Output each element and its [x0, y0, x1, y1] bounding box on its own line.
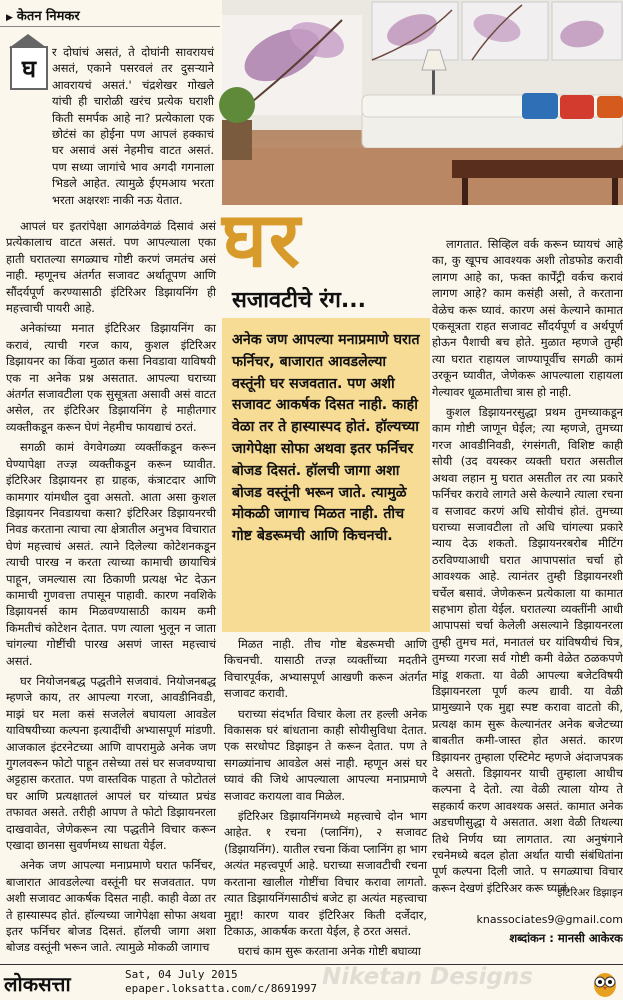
subheadline: सजावटीचे रंग... — [232, 288, 366, 313]
watermark: Niketan Designs — [322, 964, 533, 990]
paragraph: मिळत नाही. तीच गोष्ट बेडरूमची आणि किचनची. यासाठी तज्ज्ञ व्यक्तींच्या मदतीने विचारपूर्वक, अभ्यासपूर्ण आखणी करून अंतर्गत सजावट करावी. — [224, 637, 427, 701]
owl-icon — [590, 968, 620, 998]
paragraph: सगळी कामं वेगवेगळ्या व्यक्तींकडून करून घेण्यापेक्षा तज्ज्ञ व्यक्तीकडून करून घ्यावीत. इंटिरिअर डिझायनर हा ग्राहक, कंत्राटदार आणि कामगार यांमधील दुवा असतो. आता असा कुशल डिझायनर निवडायचा कसा? इंटिरिअर डिझायनरची निवड करताना त्याचा त्या क्षेत्रातील अनुभव विचारात घेणं महत्त्वाचं असतं. त्याने दिलेल्या कोटेशनकडून त्याची पारख न करता त्याच्या कामाची छायाचित्रं पाहून, जमल्यास त्या ठिकाणी प्रत्यक्ष भेट देऊन कामाची गुणवत्ता तपासून पाहावी. कारण नवशिके डिझायनर्स काम मिळवण्यासाठी कायम कमी किमतीचं कोटेशन देतात. पण त्याला भुलून न जाता चांगल्या गोष्टींची पारख असणं जास्त महत्त्वाचं असतं. — [6, 440, 216, 668]
living-room-photo — [222, 0, 623, 205]
paragraph: लागतात. सिव्हिल वर्क करून घ्यायचं आहे का, कु खूपच आवश्यक अशी तोडफोड करावी लागण आहे का, फक्त कार्पेंट्री वर्कच करावं लागण आहे? काम कसंही असो, ते करताना वेळेच करू घ्यावं. कारण असं केल्याने कामात एकसूत्रता राहत सजावट सौंदर्यपूर्ण व अर्थपूर्ण होऊन पैशाची बच होते. मुळात म्हणजे तुम्ही त्या घरात राहायल जाण्यापूर्वीच सगळी कामं उरकून घ्यावीत, जेणेकरू आपल्याला राहायला गेल्यावर धूळमातीचा त्रास हो नाही. — [432, 237, 623, 399]
drop-cap — [10, 46, 48, 90]
paragraph: कुशल डिझायनरसुद्धा प्रथम तुमच्याकडून काम गोष्टी जाणून घेईल; त्या म्हणजे, तुमच्या गरज आवडीनिवडी, रंगसंगती, विशिष्ट काही सोयी (उद वयस्कर व्यक्ती घरात असतील अथवा लहान मु घरात असतील तर त्या प्रकारे फर्निचर करावे लागते असे केल्याने त्याला रचना व सजावट करणं अधि सोयीचं होतं. तुमच्या घराच्या सजावटीला तो अधि चांगल्या प्रकारे न्याय देऊ शकतो. डिझायनरबरोब मीटिंग ठरविण्याआधी घरात आपापसांत चर्चा हो आवश्यक आहे. त्यानंतर तुम्ही डिझायनरशी चर्चेल बसावं. जेणेकरून प्रत्येकाला या कामात सहभाग होता येईल. घरातल्या व्यक्तींनी आधी आपापसां चर्चा केलेली असल्याने डिझायनरला तुम्ही तुमच मतं, मनातलं घर यांविषयीचं चित्र, तुमच्या गरजा सर्व गोष्टी कमी वेळेत ठळकपणे मांडू शकता. या वेळी आपल्या बजेटविषयी डिझायनरला पूर्ण कल्प द्यावी. या वेळी प्रामुख्याने एक मुद्दा स्पष्ट करावा वाटतो की, प्रत्यक्ष काम सुरू केल्यानंतर अनेक बजेटच्या बाबतीत कमी-जास्त होत असतं. कारण डिझायनर तुम्हाला एस्टिमेट म्हणजे अंदाजपत्रक दे असतो. डिझायनर याची तुम्हाला आधीच कल्पना दे देतो. त्या वेळी त्याला योग्य ते सहकार्य करण आवश्यक असतं. कामात अनेक अडचणीसुद्धा ये असतात. अशा वेळी तिथल्या तिथे निर्णय घ्या लागतात. त्या अनुषंगाने रचनेमध्ये बदल होता अर्थात याची संबंधितांना पूर्ण कल्पना दिली जाते. प सगळ्याचा विचार करून देखणं इंटिरिअर करू घ्यावं. — [432, 405, 623, 895]
left-column — [6, 218, 216, 960]
paragraph: घर नियोजनबद्ध पद्धतीने सजवावं. नियोजनबद्ध म्हणजे काय, तर आपल्या गरजा, आवडीनिवडी, माझं घर मला कसं सजलेलं बघायला आवडेल याविषयीच्या कल्पना इत्यादींची अभ्यासपूर्ण मांडणी. आजकाल इंटरनेटच्या आणि वापरामुळे अनेक जण गुगलवरून फोटो पाहून तसेच्या तसं घर सजवण्याचा अट्टहास करतात. पण वास्तविक पाहता ते फोटोतलं घर आणि प्रत्यक्षातलं आपलं घर यांच्यात प्रचंड तफावत असते. तरीही आपण ते फोटो डिझायनरला दाखवावेत, जेणेकरून त्या पद्धतीने विचार करून एखादा छानसा सुवर्णमध्य साधता येईल. — [6, 673, 216, 853]
middle-column — [224, 636, 427, 964]
pullquote-text: अनेक जण आपल्या मनाप्रमाणे घरात फर्निचर, बाजारात आवडलेल्या वस्तूंनी घर सजवतात. पण अशी सजावट आकर्षक दिसत नाही. काही वेळा तर ते हास्यास्पद होतं. हॉल्यच्या जागेपेक्षा सोफा अथवा इतर फर्निचर बोजड दिसतं. हॉलची जागा अशा बोजड वस्तूंनी भरून जाते. त्यामुळे मोकळी जागाच मिळत नाही. तीच गोष्ट बेडरूमची आणि किचनची. — [232, 332, 420, 545]
paragraph: आपलं घर इतरांपेक्षा आगळंवेगळं दिसावं असं प्रत्येकालाच वाटत असतं. पण आपल्याला एका हाती घरातल्या सगळ्याच गोष्टी करणं जमतंच असं नाही. म्हणूनच अंतर्गत सजावट अर्थातूपण आणि सौंदर्यपूर्ण करण्यासाठी इंटिरिअर डिझायनिंग ही महत्त्वाची पायरी आहे. — [6, 219, 216, 316]
footer-url[interactable]: epaper.loksatta.com/c/8691997 — [125, 982, 318, 995]
paragraph: घराचं काम सुरू करताना अनेक गोष्टी बघाव्या — [238, 944, 421, 959]
paragraph: अनेकांच्या मनात इंटिरिअर डिझायनिंग का करावं, त्याची गरज काय, कुशल इंटिरिअर डिझायनर का किंवा मुळात कसा निवडावा याविषयी एक ना अनेक प्रश्न असतात. आपल्या घराच्या अंतर्गत सजावटीला एक सुसूत्रता असावी असं वाटत असेल, तर इंटिरिअर डिझायनिंग हे माहीतगार व्यक्तीकडून करून घेणं नेहमीच फायद्याचं ठरतं. — [6, 321, 216, 434]
credit-name: इंटिरिअर डिझाइन — [557, 887, 623, 899]
footer-date: Sat, 04 July 2015 — [125, 968, 238, 981]
drop-cap-letter: घ — [21, 54, 37, 83]
paragraph: र दोघांचं असतं, ते दोघांनी सावरायचं असतं, एकाने पसरवलं तर दुसऱ्याने आवरायचं असतं.' चंद्रशेखर गोखले यांची ही चारोळी खरंच प्रत्येक घराशी किती समर्पक आहे ना? प्रत्येकाला एक छोटंसं का होईना पण आपलं हक्काचं घर असावं असं नेहमीच वाटत असतं. पण सध्या जागांचे भाव अगदी गगनाला भिडले आहेत. त्यामुळे ईएमआय भरता भरता अक्षरशः नाकी नऊ येतात. — [52, 45, 214, 207]
newspaper-logo: लोकसत्ता — [4, 972, 71, 996]
credit-email: knassociates9@gmail.com — [476, 913, 623, 926]
photo-illustration — [222, 0, 623, 205]
paragraph: अनेक जण आपल्या मनाप्रमाणे घरात फर्निचर, बाजारात आवडलेल्या वस्तूंनी घर सजवतात. पण अशी सजावट आकर्षक दिसत नाही. काही वेळा तर ते हास्यास्पद होतं. हॉल्यच्या जागेपेक्षा सोफा अथवा इतर फर्निचर बोजड दिसतं. हॉलची जागा अशा बोजड वस्तूंनी भरून जाते. त्यामुळे मोकळी जागाच — [6, 858, 216, 955]
credit-words: शब्दांकन : मानसी आकेरक — [509, 931, 623, 945]
header-rule — [0, 26, 220, 27]
paragraph: इंटिरिअर डिझायनिंगमध्ये महत्त्वाचे दोन भाग आहेत. १ रचना (प्लानिंग), २ सजावट (डिझायनिंग). यातील रचना किंवा प्लानिंग हा भाग अत्यंत महत्त्वपूर्ण आहे. घराच्या सजावटीची रचना करताना खालील गोष्टींचा विचार करावा लागतो. त्यात डिझायनिंगसाठीचं बजेट हा अत्यंत महत्त्वाचा मुद्दा! कारण यावर इंटिरिअर किती दर्जेदार, टिकाऊ, आकर्षक करता येईल, हे ठरत असतं. — [224, 809, 427, 938]
left-column-intro — [52, 44, 214, 212]
paragraph: घराच्या संदर्भात विचार केला तर हल्ली अनेक विकासक घरं बांधताना काही सोयीसुविधा देतात. एक सरधोपट डिझाइन ते करून देतात. पण ते सगळ्यांनाच आवडेल असं नाही. म्हणून असं घर घ्यावं की जिथे आपल्याला आपल्या मनाप्रमाणे सजावट करायला वाव मिळेल. — [224, 706, 427, 803]
pullquote-box — [222, 318, 430, 632]
headline: घर — [222, 195, 302, 284]
author-byline: ▶ केतन निमकर — [6, 6, 80, 24]
